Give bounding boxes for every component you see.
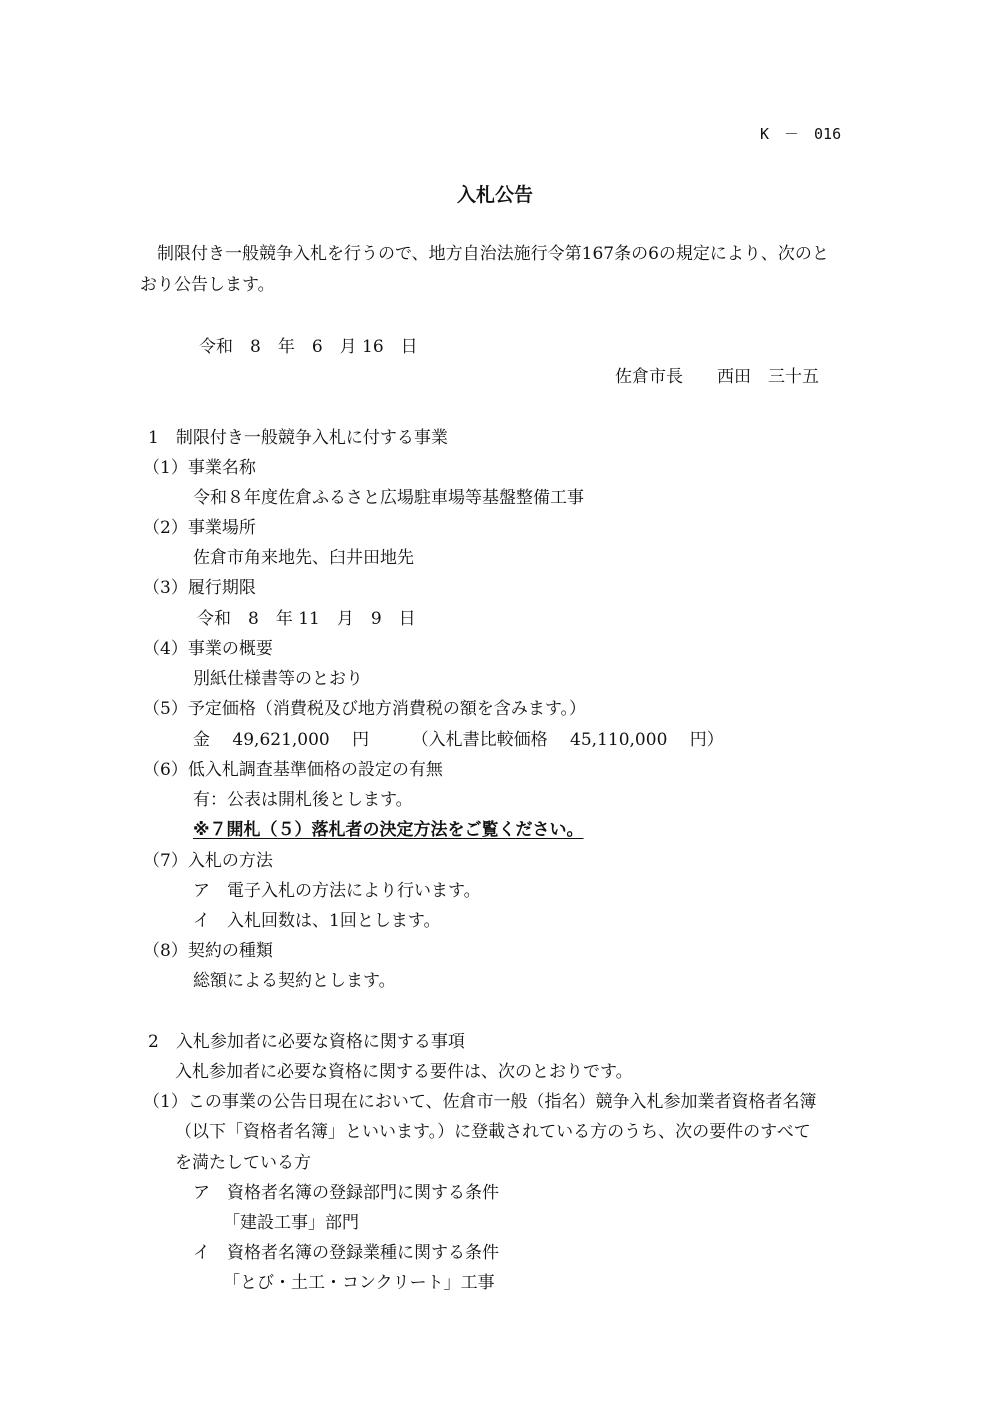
requirement-1-line-2: （以下「資格者名簿」といいます。）に登載されている方のうち、次の要件のすべて <box>175 1122 811 1142</box>
intro-line-2: おり公告します。 <box>140 275 275 295</box>
section-2-heading: 2 入札参加者に必要な資格に関する事項 <box>148 1032 465 1052</box>
item-6-value: 有：公表は開札後とします。 <box>193 790 413 810</box>
announcement-date: 令和 8 年 6 月 16 日 <box>199 337 418 357</box>
condition-a-value: 「建設工事」部門 <box>223 1213 359 1233</box>
condition-i-label: イ 資格者名簿の登録業種に関する条件 <box>193 1243 499 1263</box>
item-7-i: イ 入札回数は、1回とします。 <box>193 911 441 931</box>
item-8-value: 総額による契約とします。 <box>193 971 396 991</box>
item-1-value: 令和８年度佐倉ふるさと広場駐車場等基盤整備工事 <box>193 488 584 508</box>
item-3-label: （3）履行期限 <box>143 578 256 598</box>
item-5-value: 金 49,621,000 円 （入札書比較価格 45,110,000 円） <box>193 730 724 750</box>
item-6-note: ※７開札（５）落札者の決定方法をご覧ください。 <box>193 820 584 840</box>
issuer-signature: 佐倉市長 西田 三十五 <box>615 367 819 387</box>
item-2-value: 佐倉市角来地先、臼井田地先 <box>193 548 414 568</box>
condition-a-label: ア 資格者名簿の登録部門に関する条件 <box>193 1183 499 1203</box>
item-7-label: （7）入札の方法 <box>143 851 273 871</box>
requirement-1-line-3: を満たしている方 <box>175 1153 311 1173</box>
item-7-a: ア 電子入札の方法により行います。 <box>193 881 481 901</box>
item-8-label: （8）契約の種類 <box>143 941 273 961</box>
item-5-label: （5）予定価格（消費税及び地方消費税の額を含みます。） <box>143 699 586 719</box>
page-title: 入札公告 <box>457 184 534 206</box>
section-1-heading: 1 制限付き一般競争入札に付する事業 <box>148 428 448 448</box>
condition-i-value: 「とび・土工・コンクリート」工事 <box>223 1273 495 1293</box>
item-1-label: （1）事業名称 <box>143 458 256 478</box>
intro-line-1: 制限付き一般競争入札を行うので、地方自治法施行令第167条の6の規定により、次のと <box>140 244 829 264</box>
item-4-label: （4）事業の概要 <box>143 639 273 659</box>
item-3-value: 令和 8 年 11 月 9 日 <box>197 609 416 629</box>
item-6-label: （6）低入札調査基準価格の設定の有無 <box>143 760 443 780</box>
item-2-label: （2）事業場所 <box>143 518 256 538</box>
section-2-intro: 入札参加者に必要な資格に関する要件は、次のとおりです。 <box>175 1062 633 1082</box>
item-4-value: 別紙仕様書等のとおり <box>193 669 363 689</box>
requirement-1-line-1: （1）この事業の公告日現在において、佐倉市一般（指名）競争入札参加業者資格者名簿 <box>143 1092 817 1112</box>
document-number: K － 016 <box>760 125 842 143</box>
